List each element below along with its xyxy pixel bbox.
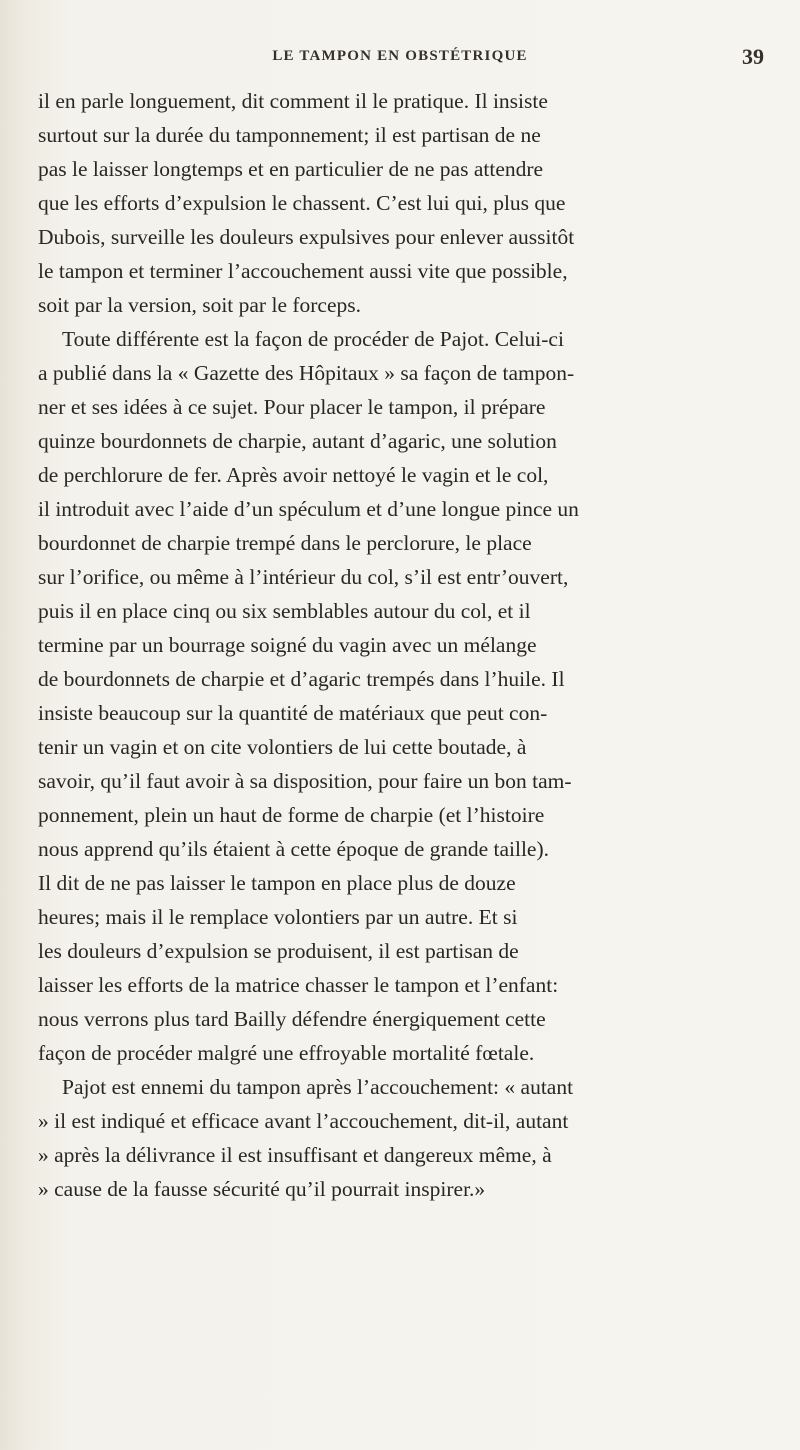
text-line: Il dit de ne pas laisser le tampon en place plus de douze: [38, 871, 516, 895]
text-line: bourdonnet de charpie trempé dans le perclorure, le place: [38, 531, 532, 555]
text-line: » après la délivrance il est insuffisant et dangereux même, à: [38, 1143, 552, 1167]
text-line: nous verrons plus tard Bailly défendre énergiquement cette: [38, 1007, 546, 1031]
text-line: insiste beaucoup sur la quantité de matériaux que peut con-: [38, 701, 548, 725]
text-line: Toute différente est la façon de procéder de Pajot. Celui-ci: [62, 327, 564, 351]
text-line: que les efforts d’expulsion le chassent. C’est lui qui, plus que: [38, 191, 566, 215]
text-line: de perchlorure de fer. Après avoir nettoyé le vagin et le col,: [38, 463, 549, 487]
text-line: Dubois, surveille les douleurs expulsives pour enlever aussitôt: [38, 225, 575, 249]
text-line: le tampon et terminer l’accouchement aussi vite que possible,: [38, 259, 568, 283]
running-title: LE TAMPON EN OBSTÉTRIQUE: [272, 48, 528, 64]
text-line: sur l’orifice, ou même à l’intérieur du col, s’il est entr’ouvert,: [38, 565, 569, 589]
text-line: ponnement, plein un haut de forme de charpie (et l’histoire: [38, 803, 545, 827]
text-line: heures; mais il le remplace volontiers par un autre. Et si: [38, 905, 518, 929]
page-number: 39: [742, 44, 764, 69]
text-line: pas le laisser longtemps et en particulier de ne pas attendre: [38, 157, 544, 181]
text-line: savoir, qu’il faut avoir à sa disposition, pour faire un bon tam-: [38, 769, 572, 793]
text-line: » cause de la fausse sécurité qu’il pourrait inspirer.»: [38, 1177, 486, 1201]
text-line: nous apprend qu’ils étaient à cette époque de grande taille).: [38, 837, 550, 861]
text-line: il introduit avec l’aide d’un spéculum et d’une longue pince un: [38, 497, 579, 521]
text-line: quinze bourdonnets de charpie, autant d’agaric, une solution: [38, 429, 557, 453]
text-line: puis il en place cinq ou six semblables autour du col, et il: [38, 599, 531, 623]
text-line: surtout sur la durée du tamponnement; il est partisan de ne: [38, 123, 541, 147]
text-line: a publié dans la « Gazette des Hôpitaux » sa façon de tampon-: [38, 361, 575, 385]
text-line: Pajot est ennemi du tampon après l’accouchement: « autant: [62, 1075, 574, 1099]
text-line: les douleurs d’expulsion se produisent, il est partisan de: [38, 939, 519, 963]
text-line: » il est indiqué et efficace avant l’accouchement, dit-il, autant: [38, 1109, 569, 1133]
text-line: laisser les efforts de la matrice chasser le tampon et l’enfant:: [38, 973, 559, 997]
text-line: de bourdonnets de charpie et d’agaric trempés dans l’huile. Il: [38, 667, 565, 691]
text-line: soit par la version, soit par le forceps.: [38, 293, 362, 317]
text-line: tenir un vagin et on cite volontiers de lui cette boutade, à: [38, 735, 527, 759]
text-line: termine par un bourrage soigné du vagin avec un mélange: [38, 633, 537, 657]
text-line: façon de procéder malgré une effroyable mortalité fœtale.: [38, 1041, 535, 1065]
text-line: il en parle longuement, dit comment il le pratique. Il insiste: [38, 89, 548, 113]
text-line: ner et ses idées à ce sujet. Pour placer le tampon, il prépare: [38, 395, 546, 419]
